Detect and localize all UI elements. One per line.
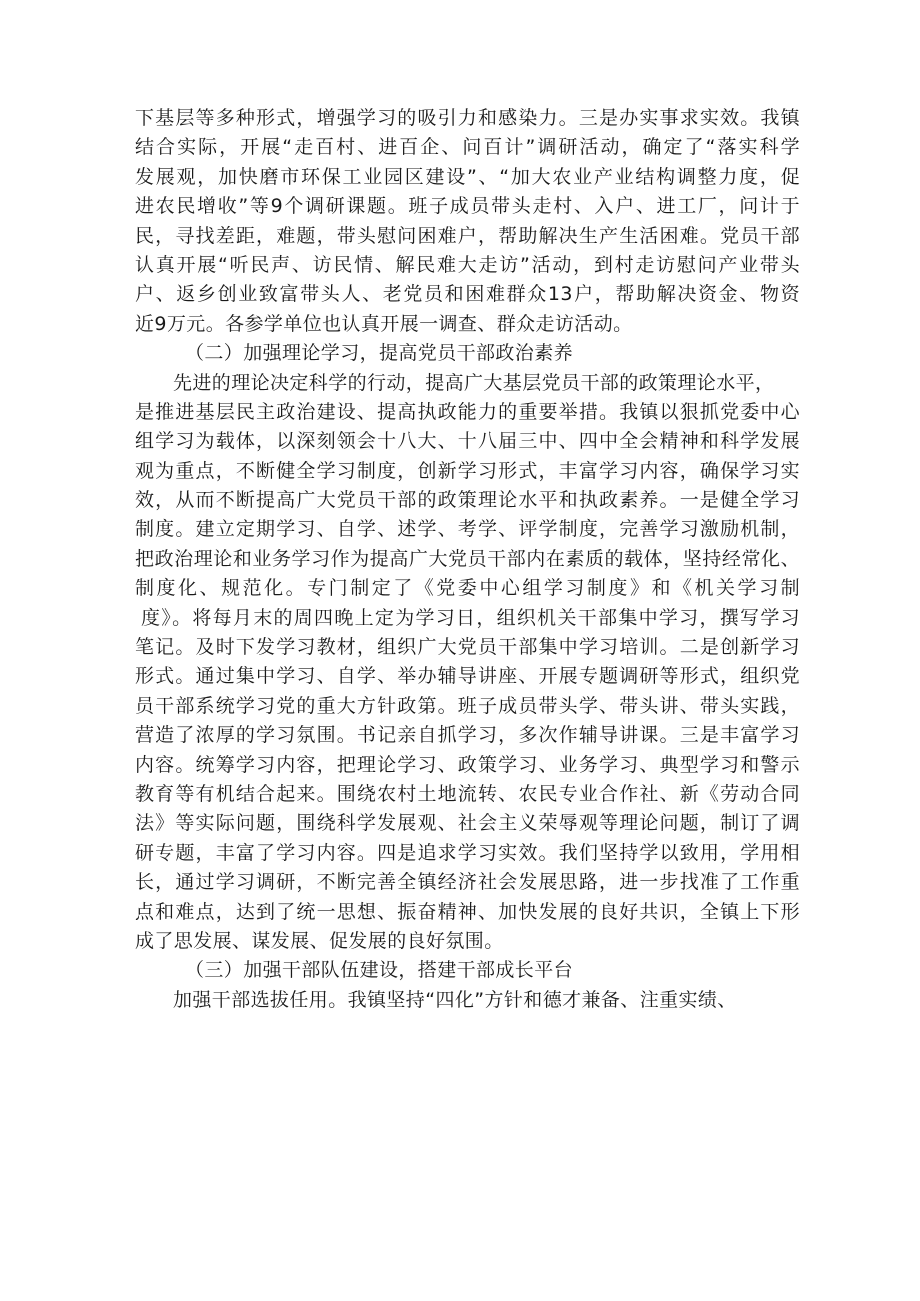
paragraph-line: 下基层等多种形式，增强学习的吸引力和感染力。三是办实事求实效。我镇: [135, 107, 800, 129]
paragraph-line: 先进的理论决定科学的行动，提高广大基层党员干部的政策理论水平，: [173, 371, 775, 394]
paragraph-line: 把政治理论和业务学习作为提高广大党员干部内在素质的载体，坚持经常化、: [135, 547, 800, 570]
paragraph-line: 结合实际，开展“走百村、进百企、问百计”调研活动，确定了“落实科学: [135, 136, 800, 159]
paragraph-line: 近9万元。各参学单位也认真开展一调查、群众走访活动。: [135, 312, 633, 335]
paragraph-line: 内容。统筹学习内容，把理论学习、政策学习、业务学习、典型学习和警示: [135, 753, 800, 776]
paragraph-line: 进农民增收”等9个调研课题。班子成员带头走村、入户、进工厂，问计于: [135, 195, 800, 218]
paragraph-line: 形式。通过集中学习、自学、举办辅导讲座、开展专题调研等形式，组织党: [135, 665, 800, 688]
paragraph-line: 制度化、规范化。专门制定了《党委中心组学习制度》和《机关学习制: [135, 577, 800, 600]
paragraph-line: 研专题，丰富了学习内容。四是追求学习实效。我们坚持学以致用，学用相: [135, 841, 800, 864]
paragraph-line: 长，通过学习调研，不断完善全镇经济社会发展思路，进一步找准了工作重: [135, 871, 800, 894]
paragraph-line: 效，从而不断提高广大党员干部的政策理论水平和执政素养。一是健全学习: [135, 489, 800, 512]
section-heading: （二）加强理论学习，提高党员干部政治素养: [185, 342, 574, 365]
paragraph-line: 民，寻找差距，难题，带头慰问困难户，帮助解决生产生活困难。党员干部: [135, 224, 800, 247]
section-heading: （三）加强干部队伍建设，搭建干部成长平台: [185, 959, 574, 982]
paragraph-line: 认真开展“听民声、访民情、解民难大走访”活动，到村走访慰问产业带头: [135, 253, 800, 276]
document-body: [135, 104, 800, 1015]
paragraph-line: 点和难点，达到了统一思想、振奋精神、加快发展的良好共识，全镇上下形: [135, 900, 800, 923]
paragraph-line: 制度。建立定期学习、自学、述学、考学、评学制度，完善学习激励机制，: [135, 518, 800, 541]
paragraph-line: 成了思发展、谋发展、促发展的良好氛围。: [135, 929, 504, 952]
paragraph-line: 法》等实际问题，围绕科学发展观、社会主义荣辱观等理论问题，制订了调: [135, 812, 800, 835]
paragraph-line: 笔记。及时下发学习教材，组织广大党员干部集中学习培训。二是创新学习: [135, 636, 800, 659]
paragraph-line: 加强干部选拔任用。我镇坚持“四化”方针和德才兼备、注重实绩、: [173, 988, 737, 1011]
paragraph-line: 教育等有机结合起来。围绕农村土地流转、农民专业合作社、新《劳动合同: [135, 782, 800, 805]
paragraph-line: 观为重点，不断健全学习制度，创新学习形式，丰富学习内容，确保学习实: [135, 459, 800, 482]
paragraph-line: 发展观，加快磨市环保工业园区建设”、“加大农业产业结构调整力度，促: [135, 165, 800, 188]
paragraph-line: 户、返乡创业致富带头人、老党员和困难群众13户，帮助解决资金、物资: [135, 283, 800, 306]
paragraph-line: 营造了浓厚的学习氛围。书记亲自抓学习，多次作辅导讲课。三是丰富学习: [135, 724, 800, 747]
paragraph-line: 是推进基层民主政治建设、提高执政能力的重要举措。我镇以狠抓党委中心: [135, 400, 800, 423]
paragraph-line: 度》。将每月末的周四晚上定为学习日，组织机关干部集中学习，撰写学习: [141, 606, 800, 629]
paragraph-line: 员干部系统学习党的重大方针政第。班子成员带头学、带头讲、带头实践，: [135, 694, 800, 717]
paragraph-line: 组学习为载体，以深刻领会十八大、十八届三中、四中全会精神和科学发展: [135, 430, 800, 453]
